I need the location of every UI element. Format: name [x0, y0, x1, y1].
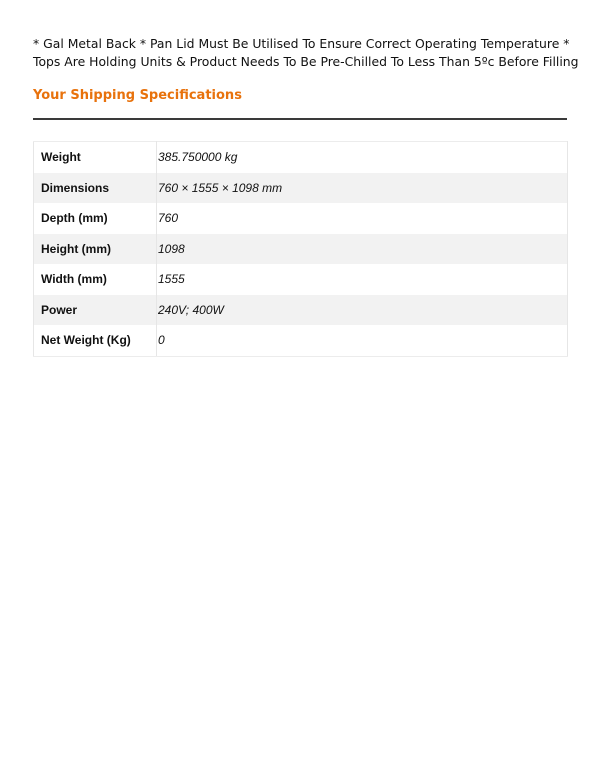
shipping-specifications-heading: Your Shipping Specifications [33, 88, 242, 103]
table-row [34, 234, 568, 265]
spec-label-net-weight: Net Weight (Kg) [34, 325, 157, 356]
product-description-line-2: Tops Are Holding Units & Product Needs To Be Pre-Chilled To Less Than 5ºc Before Filling [33, 54, 579, 69]
spec-value-width: 1555 [157, 264, 568, 295]
table-row [34, 203, 568, 234]
shipping-specifications-table [33, 141, 568, 357]
spec-value-net-weight: 0 [157, 325, 568, 356]
product-description-line-1: * Gal Metal Back * Pan Lid Must Be Utilised To Ensure Correct Operating Temperature * [33, 36, 570, 51]
spec-label-depth: Depth (mm) [34, 203, 157, 234]
spec-label-power: Power [34, 295, 157, 326]
product-description [33, 35, 579, 71]
table-row [34, 264, 568, 295]
section-divider [33, 118, 567, 120]
spec-value-depth: 760 [157, 203, 568, 234]
spec-value-weight: 385.750000 kg [157, 142, 568, 173]
spec-label-weight: Weight [34, 142, 157, 173]
table-row [34, 325, 568, 356]
spec-value-height: 1098 [157, 234, 568, 265]
table-row [34, 142, 568, 173]
spec-label-dimensions: Dimensions [34, 173, 157, 204]
table-row [34, 173, 568, 204]
spec-label-width: Width (mm) [34, 264, 157, 295]
spec-value-dimensions: 760 × 1555 × 1098 mm [157, 173, 568, 204]
table-row [34, 295, 568, 326]
spec-label-height: Height (mm) [34, 234, 157, 265]
spec-value-power: 240V; 400W [157, 295, 568, 326]
